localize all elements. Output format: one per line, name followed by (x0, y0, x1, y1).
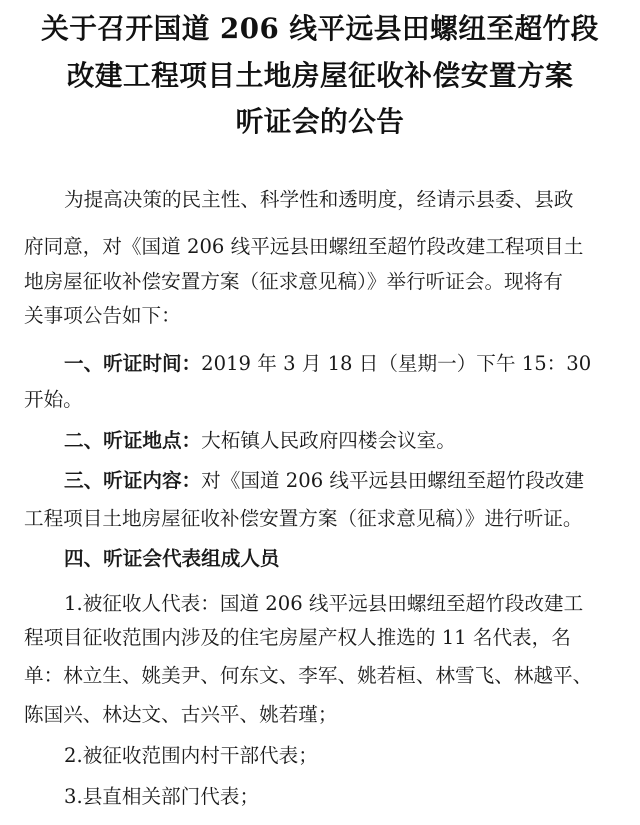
section-content-text: 对《国道 206 线平远县田螺纽至超竹段改建 (201, 469, 585, 492)
section-location-heading: 二、听证地点： (64, 429, 202, 452)
representatives-item-1-line-4: 陈国兴、林达文、古兴平、姚若瑾； (24, 703, 338, 726)
section-time-text: 2019 年 3 月 18 日（星期一）下午 15：30 (201, 352, 592, 375)
section-location (64, 427, 456, 455)
section-content (64, 467, 584, 495)
representatives-item-3: 3.县直相关部门代表； (64, 785, 260, 808)
intro-line-3: 地房屋征收补偿安置方案（征求意见稿）》举行听证会。现将有 (24, 270, 563, 293)
section-time-continuation: 开始。 (24, 388, 83, 411)
section-content-heading: 三、听证内容： (64, 469, 202, 492)
section-representatives-heading: 四、听证会代表组成人员 (64, 547, 280, 570)
intro-line-4: 关事项公告如下： (24, 304, 181, 327)
document-title-line-2: 改建工程项目土地房屋征收补偿安置方案 (66, 59, 574, 92)
section-time-heading: 一、听证时间： (64, 352, 202, 375)
intro-line-1: 为提高决策的民主性、科学性和透明度，经请示县委、县政 (64, 188, 574, 211)
document-title-line-1: 关于召开国道 206 线平远县田螺纽至超竹段 (41, 12, 599, 45)
representatives-item-1-line-2: 程项目征收范围内涉及的住宅房屋产权人推选的 11 名代表，名 (24, 626, 571, 649)
intro-line-2: 府同意，对《国道 206 线平远县田螺纽至超竹段改建工程项目土 (24, 235, 584, 258)
section-content-continuation: 工程项目土地房屋征收补偿安置方案（征求意见稿）》进行听证。 (24, 507, 583, 530)
representatives-item-2: 2.被征收范围内村干部代表； (64, 744, 318, 767)
section-location-text: 大柘镇人民政府四楼会议室。 (201, 429, 456, 452)
representatives-item-1-line-1: 1.被征收人代表：国道 206 线平远县田螺纽至超竹段改建工 (64, 592, 584, 615)
document-title-line-3: 听证会的公告 (235, 105, 405, 138)
section-time (64, 350, 591, 378)
representatives-item-1-line-3: 单：林立生、姚美尹、何东文、李军、姚若桓、林雪飞、林越平、 (24, 664, 593, 687)
